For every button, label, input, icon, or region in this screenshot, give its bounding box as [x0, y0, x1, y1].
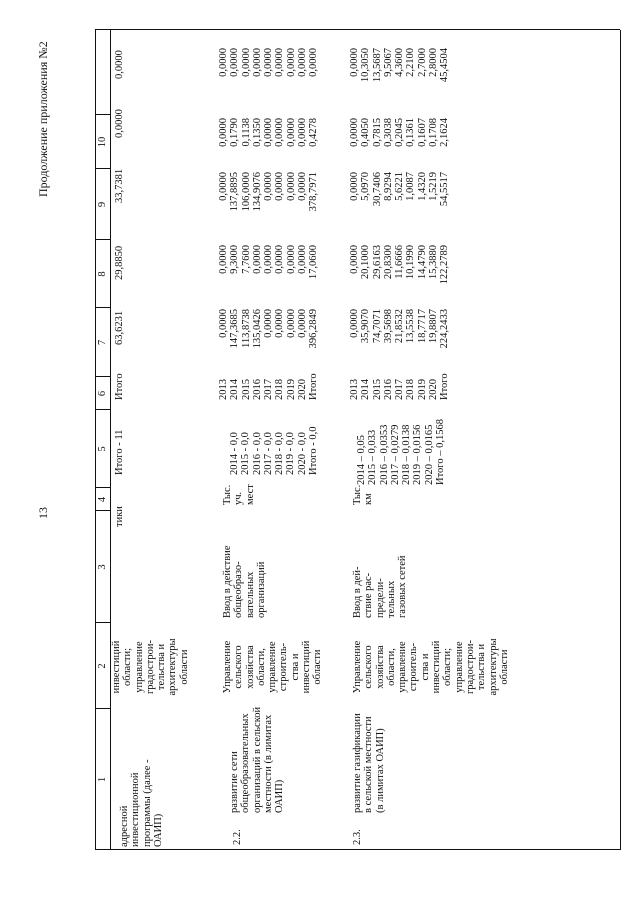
- header-col-7: 7: [97, 339, 108, 346]
- row-2-3-unit: Тыс. км: [352, 484, 375, 505]
- header-col-5: 5: [97, 446, 108, 452]
- row-2-2-col7: 0,0000 9,3000 7,7600 0,0000 0,0000 0,0000 0,0000 0,0000 17,0600: [218, 245, 320, 280]
- header-col-10: 10: [97, 136, 108, 148]
- row-2-3-years: 2013 2014 2015 2016 2017 2018 2019 2020 Итого: [349, 373, 451, 400]
- row-2-3-indicator: Ввод в дей- ствие рас- предели- тельных газовых сетей: [352, 555, 409, 618]
- cont-row-name: адресной инвестиционной программы (далее - ОАИП): [119, 759, 164, 847]
- row-2-2-col6: 0,0000 147,3685 113,8738 135,0426 0,0000 0,0000 0,0000 0,0000 396,2849: [218, 309, 320, 349]
- cont-row-col7: 29,8850: [114, 245, 125, 280]
- row-2-2-name: развитие сети общеобразовательных организаций в сельской местности (в лимитах ОАИП): [229, 706, 286, 813]
- row-2-3-col6: 0,0000 35,9070 74,7071 39,5698 21,8532 13,5538 18,7717 19,8807 224,2433: [349, 309, 451, 349]
- header-col-2: 2: [97, 663, 108, 669]
- row-2-3-col7: 0,0000 20,1000 29,6163 20,8300 11,6666 10,1990 14,4790 15,3880 122,2789: [349, 245, 451, 285]
- row-2-3-col10: 0,0000 10,3050 13,5687 9,5067 4,3600 2,2100 2,7000 2,8000 45,4504: [349, 48, 451, 83]
- cont-row-col9: 0,0000: [114, 109, 125, 138]
- row-2-3-number: 2.3.: [352, 829, 363, 845]
- page-number: 13: [36, 507, 50, 519]
- cont-row-total-label: Итого: [114, 373, 125, 400]
- cont-row-col6: 63,6231: [114, 310, 125, 345]
- row-2-2-executor: Управление сельского хозяйства области, управление строитель- ства и инвестиций области: [222, 640, 324, 694]
- cont-row-executor: инвестиций области; управление градострои- тельства и архитектуры области: [111, 638, 190, 696]
- cont-row-values: Итого - 11: [114, 429, 125, 475]
- row-2-3-col9: 0,0000 0,4050 0,7815 0,3038 0,2045 0,1361 0,1607 0,1708 2,1624: [349, 118, 451, 147]
- row-2-2-unit: Тыс. уч. мест: [222, 484, 256, 505]
- row-2-2-col8: 0,0000 137,8895 106,0000 134,9076 0,0000 0,0000 0,0000 0,0000 378,7971: [218, 172, 320, 212]
- row-2-2-number: 2.2.: [232, 829, 243, 845]
- header-col-9: 9: [97, 201, 108, 208]
- row-2-3-values: 2014 – 0,05 2015 – 0,033 2016 – 0,0353 2017 – 0,0279 2018 – 0,0138 2019 – 0,0156 2020 – 0,0165 Итого – 0,1568: [356, 419, 447, 485]
- header-col-8: 8: [97, 271, 108, 277]
- cont-row-col10: 0,0000: [114, 50, 125, 79]
- header-col-4: 4: [97, 496, 108, 503]
- cont-row-indicator: тики: [114, 506, 125, 527]
- row-2-3-col8: 0,0000 5,0970 30,7406 8,9294 5,6221 1,0087 1,4320 1,5219 54,5517: [349, 172, 451, 207]
- cont-row-col8: 33,7381: [114, 168, 125, 203]
- row-2-2-values: 2014 - 0,0 2015 - 0,0 2016 - 0,0 2017 - 0,0 2018 - 0,0 2019 - 0,0 2020 - 0,0 Итого - 0,0: [229, 426, 320, 475]
- appendix-heading: Продолжение приложения №2: [36, 41, 50, 197]
- row-2-3-name: развитие газификации в сельской местности (в лимитах ОАИП): [352, 713, 386, 813]
- row-2-3-executor: Управление сельского хозяйства области, управление строитель- ства и инвестиций области; управление градострои- тельства и архитектуры области: [352, 638, 510, 696]
- header-col-6: 6: [97, 390, 108, 397]
- header-col-3: 3: [97, 564, 108, 570]
- header-col-1: 1: [97, 776, 108, 783]
- row-2-2-indicator: Ввод в действие общеобразо- вательных организаций: [222, 545, 267, 618]
- row-2-2-col10: 0,0000 0,0000 0,0000 0,0000 0,0000 0,0000 0,0000 0,0000 0,0000: [218, 48, 320, 77]
- row-2-2-col9: 0,0000 0,1790 0,1138 0,1350 0,0000 0,0000 0,0000 0,0000 0,4278: [218, 118, 320, 147]
- row-2-2-years: 2013 2014 2015 2016 2017 2018 2019 2020 Итого: [218, 373, 320, 400]
